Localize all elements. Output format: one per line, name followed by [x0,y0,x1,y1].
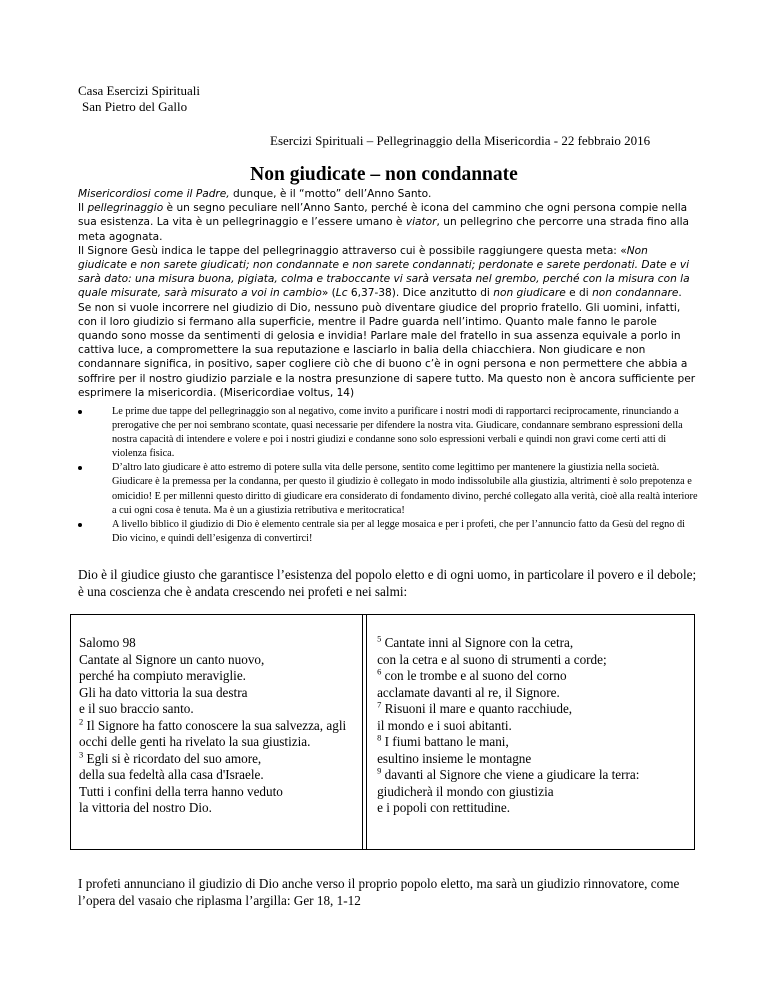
psalm-column-right [362,615,694,849]
org-name: Casa Esercizi Spirituali [78,83,201,98]
intro-paragraph-2 [78,201,698,244]
intro-emphasis: non condannare [592,287,679,300]
verse-text: e i popoli con rettitudine. [377,800,511,815]
verse-text: della sua fedeltà alla casa d'Israele. [79,767,264,782]
bullet-text: Le prime due tappe del pellegrinaggio son al negativo, come invito a purificare i nostri modi di rapportarci reciprocamente, rinunciando a prerogative che per noi sembrano scontate, quasi necessarie per difendere la nostra vita. Giudicare, condannare sembrano espressioni della nostra capacità di intendere e volere e poi i nostri giudizi e condanne sono solo espressioni verbali e quindi non gravi come certi atti di violenza fisica. [112,406,683,460]
verse-text: Salomo 98 [79,635,136,650]
verse-text: perché ha compiuto meraviglie. [79,668,246,683]
verse-text: giudicherà il mondo con giustizia [377,783,554,799]
intro-paragraph-3 [78,244,698,400]
intro-text-span: , un pellegrino che percorre una strada fino alla meta agognata. [78,216,690,243]
verse-number: 7 [377,699,382,710]
psalm-verse [79,685,354,702]
event-line: Esercizi Spirituali – Pellegrinaggio della Misericordia - 22 febbraio 2016 [270,133,651,148]
psalm-verse [377,767,686,784]
psalm-verse [377,635,686,652]
psalm-verse [79,652,354,669]
intro-text-span: » ( [321,287,336,300]
verse-text: Il Signore ha fatto conoscere la sua salvezza, agli occhi delle genti ha rivelato la sua giustizia. [79,717,347,749]
verse-text: Risuoni il mare e quanto racchiude, [381,701,573,716]
psalm-column-left [71,615,362,849]
psalm-verse [377,800,686,817]
psalm-verse [377,668,686,685]
lead-paragraph: Dio è il giudice giusto che garantisce l’esistenza del popolo eletto e di ogni uomo, in particolare il povero e il debole; è una coscienza che è andata crescendo nei profeti e nei salmi: [78,567,697,599]
intro-emphasis: viator [405,216,437,229]
psalm-verse [377,718,686,735]
bullet-icon [78,410,82,414]
psalm-verse [79,635,354,652]
verse-number: 2 [79,716,84,727]
verse-number: 9 [377,765,382,776]
bullet-icon [78,466,82,470]
psalm-verse [79,800,354,817]
verse-text: e il suo braccio santo. [79,701,194,716]
intro-emphasis: non giudicare [493,287,566,300]
verse-text: acclamate davanti al re, il Signore. [377,684,560,700]
verse-text: esultino insieme le montagne [377,750,532,766]
list-item [78,461,700,517]
psalm-verse [79,668,354,685]
list-item [78,518,700,546]
intro-text-span: e di [565,287,593,300]
psalm-verse [79,718,354,751]
organization-header [78,83,200,115]
verse-number: 3 [79,749,84,760]
verse-text: Egli si è ricordato del suo amore, [83,750,262,766]
intro-text-span: dunque, è il “motto” dell’Anno Santo. [229,188,432,200]
intro-text-span: 6,37-38). Dice anzitutto di [347,287,494,300]
psalm-verse [377,751,686,768]
intro-text-span: . Se non si vuole incorrere nel giudizio di Dio, nessuno può diventare giudice del proprio fratello. Gli uomini, infatti, con il loro giudizio si fermano alla superficie, mentre il Padre guarda nell’intimo. Quanto male fanno le parole quando sono mosse da sentimenti di gelosia e invidia! Parlare male del fratello in sua assenza equivale a porlo in cattiva luce, a compromettere la sua reputazione e lasciarlo in balia della chiacchiera. Non giudicare e non condannare significa, in positivo, saper cogliere ciò che di buono c’è in ogni persona e non permettere che abbia a soffrire per il nostro giudizio parziale e la nostra presunzione di sapere tutto. Ma questo non è ancora sufficiente per esprimere la misericordia. (Misericordiae voltus, 14) [78,287,696,399]
verse-number: 8 [377,732,382,743]
intro-emphasis: pellegrinaggio [87,202,164,215]
list-item [78,405,700,461]
bullet-list [78,405,700,546]
psalm-verse [377,701,686,718]
psalm-verse [377,652,686,669]
verse-text: I fiumi battano le mani, [381,734,509,749]
gospel-quote: Non giudicate e non sarete giudicati; non condannate e non sarete condannati; perdonate e sarete perdonati. Date e vi sarà dato: una misura buona, pigiata, colma e traboccante vi sarà versata nel grembo, perché con la misura con la quale misurate, sarà misurato a voi in cambio [78,244,690,300]
bullet-icon [78,523,82,527]
org-location: San Pietro del Gallo [82,99,188,114]
verse-text: la vittoria del nostro Dio. [79,800,212,815]
document-title: Non giudicate – non condannate [250,164,518,185]
intro-text [78,187,698,400]
intro-emphasis: Misericordiosi come il Padre, [78,188,230,200]
verse-text: Cantate al Signore un canto nuovo, [79,651,265,667]
psalm-verse [79,784,354,801]
psalm-verse [79,767,354,784]
bullet-text: D’altro lato giudicare è atto estremo di potere sulla vita delle persone, sentito come legittimo per mantenere la giustizia nella società. Giudicare è la premessa per la condanna, per questo il giudizio è collegato in modo indissolubile alla giustizia, altrimenti è solo prepotenza e omicidio! E per millenni questo diritto di giudicare era considerato di fondamento divino, perché collegato alla verità, cioè alla realtà interiore a cui ogni cosa è tenuta. Ma è un a giustizia retributiva e meritocratica! [112,462,698,516]
psalm-verse [377,734,686,751]
psalm-verse [377,685,686,702]
intro-paragraph-1 [78,187,698,201]
verse-text: davanti al Signore che viene a giudicare la terra: [381,767,640,782]
verse-number: 6 [377,666,382,677]
psalm-verse [79,751,354,768]
closing-paragraph: I profeti annunciano il giudizio di Dio anche verso il proprio popolo eletto, ma sarà un giudizio rinnovatore, come l’opera del vasaio che riplasma l’argilla: Ger 18, 1-12 [78,876,680,908]
verse-text: con le trombe e al suono del corno [381,668,567,683]
intro-text-span: è un segno peculiare nell’Anno Santo, perché è icona del cammino che ogni persona compie nella sua esistenza. La vita è un pellegrinaggio e l’essere umano è [78,202,688,229]
psalm-table [70,614,695,850]
intro-emphasis: Lc [335,287,348,300]
verse-text: con la cetra e al suono di strumenti a corde; [377,651,607,667]
verse-text: Cantate inni al Signore con la cetra, [381,635,574,650]
intro-text-span: Il Signore Gesù indica le tappe del pellegrinaggio attraverso cui è possibile raggiungere questa meta: « [78,244,627,257]
verse-text: il mondo e i suoi abitanti. [377,717,512,733]
verse-text: Tutti i confini della terra hanno veduto [79,783,283,799]
intro-text-span: Il [78,202,88,215]
psalm-verse [79,701,354,718]
verse-number: 5 [377,633,382,644]
psalm-verse [377,784,686,801]
bullet-text: A livello biblico il giudizio di Dio è elemento centrale sia per al legge mosaica e per i profeti, che per l’annuncio fatto da Gesù del regno di Dio vicino, e quindi dell’esigenza di convertirci! [112,518,685,544]
verse-text: Gli ha dato vittoria la sua destra [79,684,248,700]
